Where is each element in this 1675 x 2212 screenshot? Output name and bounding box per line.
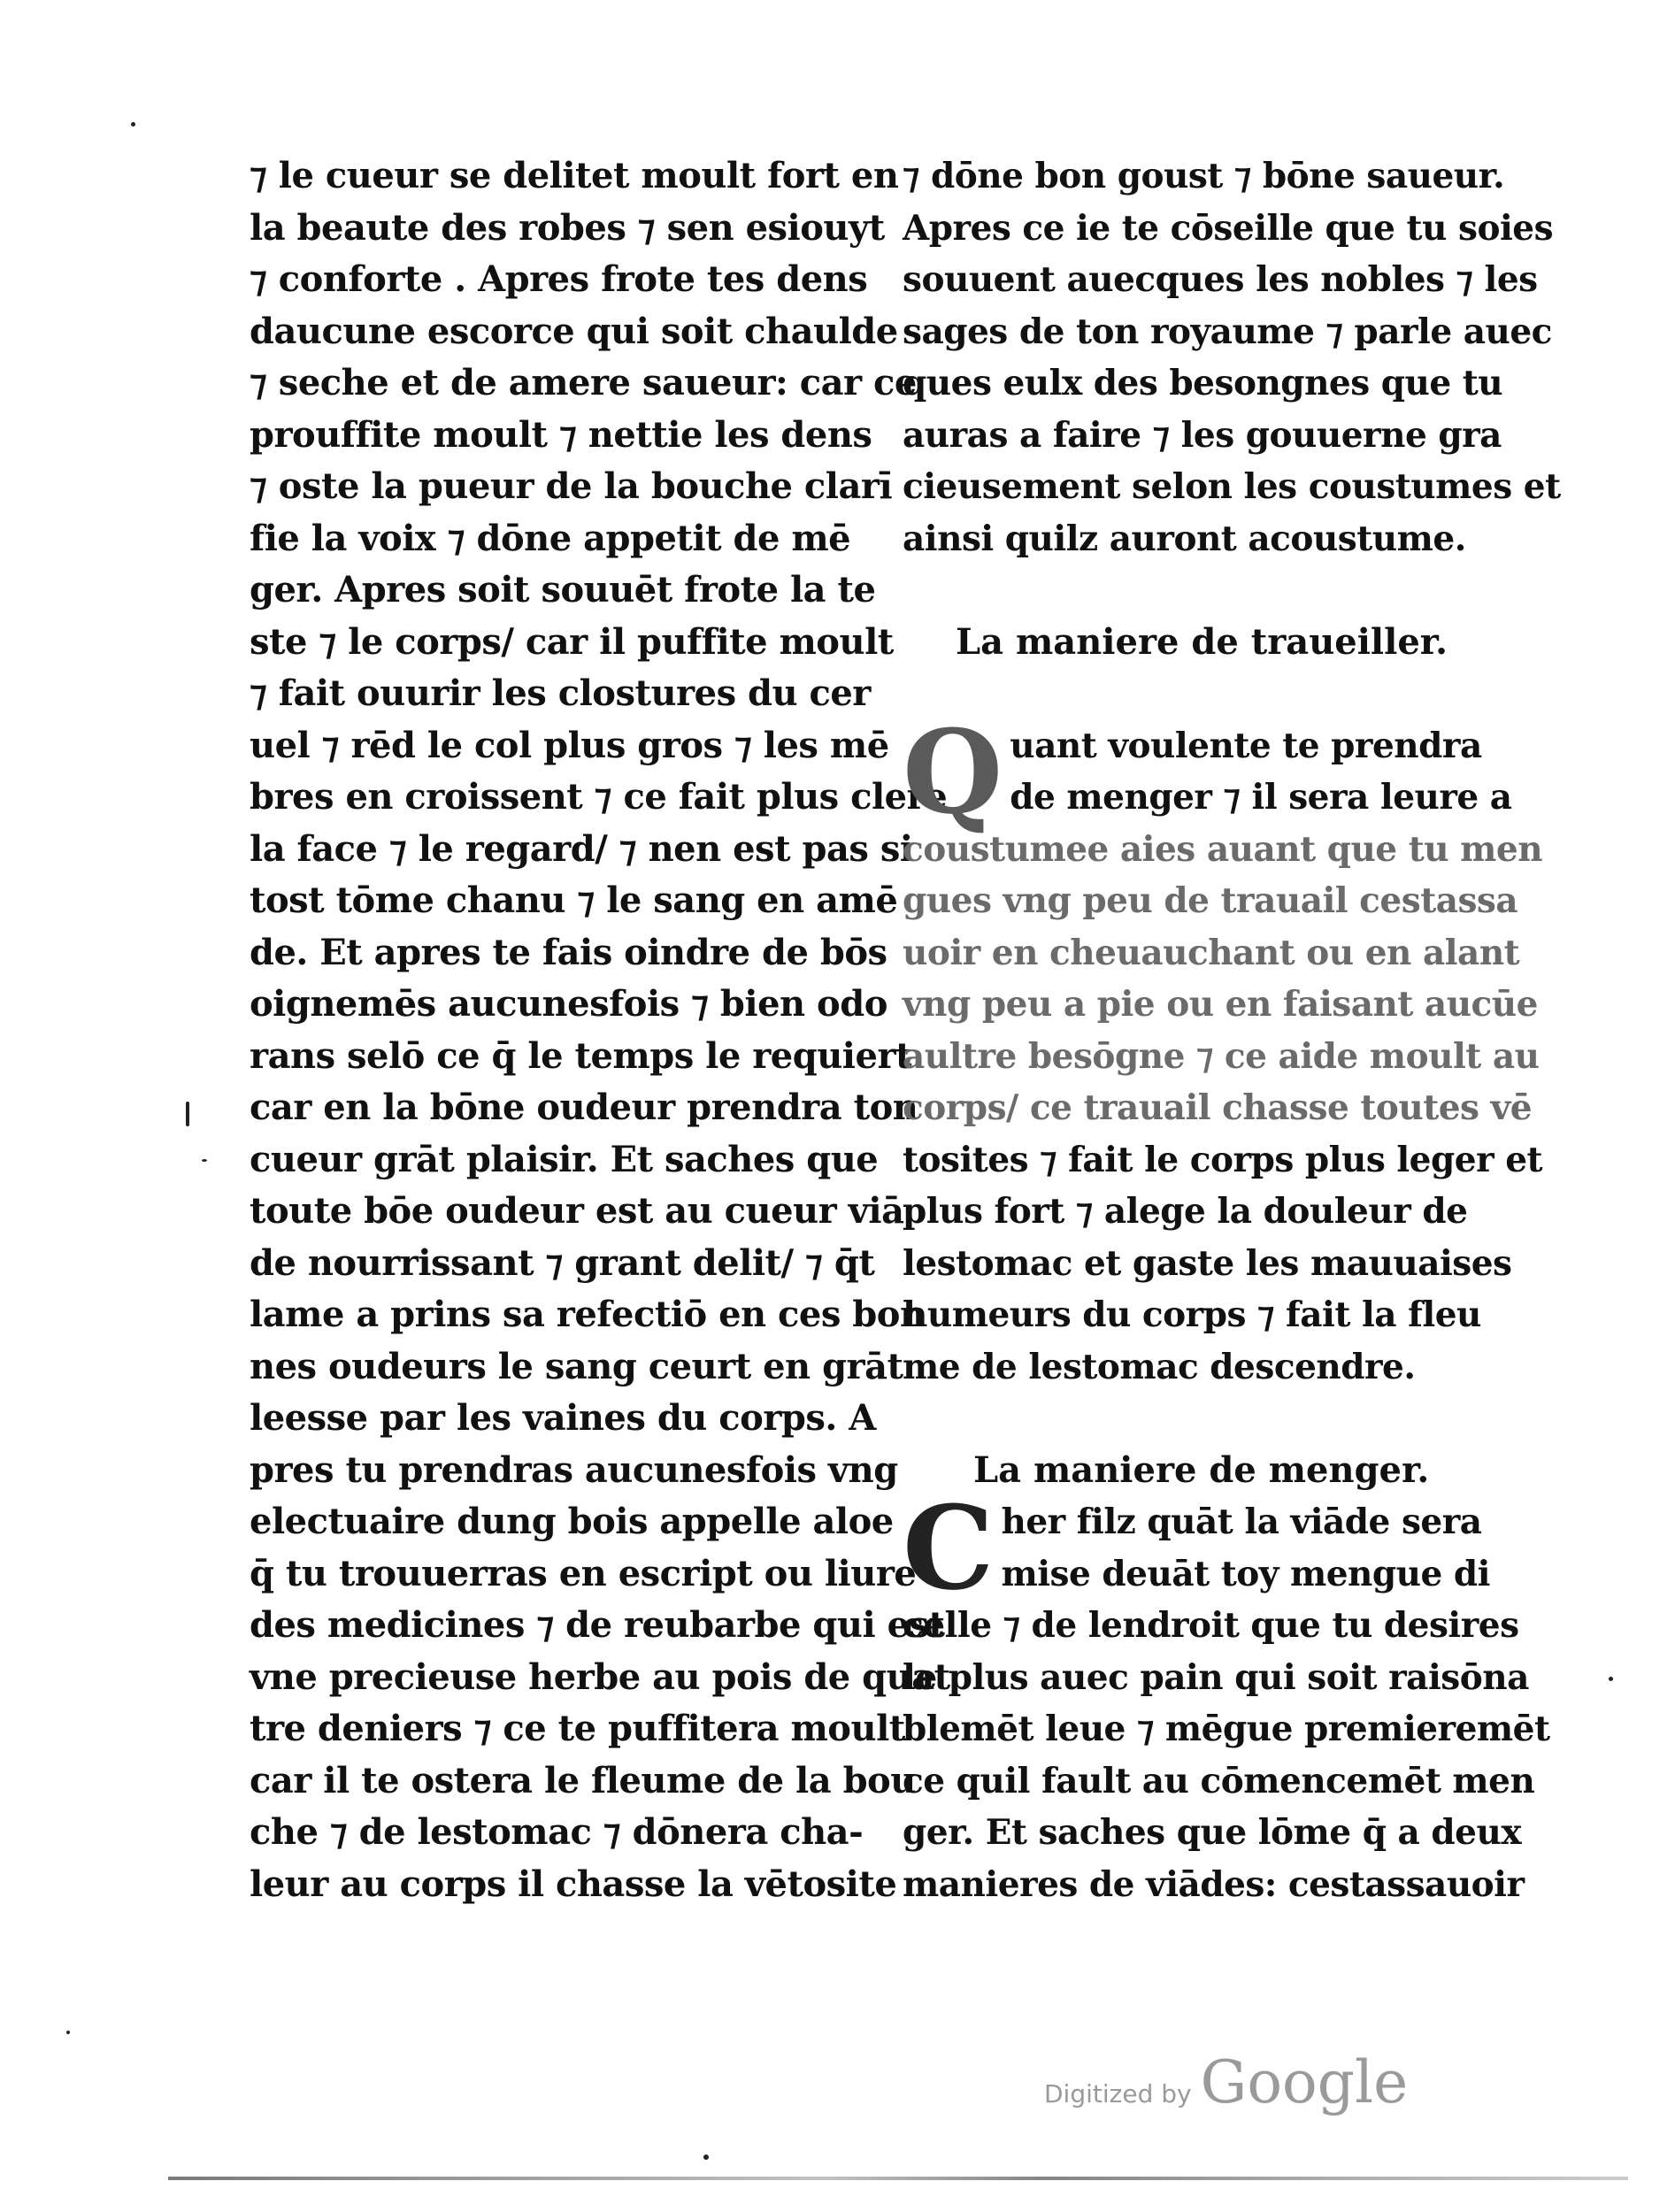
- ink-speck: [186, 1102, 189, 1126]
- text-line: ger. Apres soit souuēt frote la te: [250, 569, 876, 611]
- section-menger: [903, 1480, 1504, 1616]
- text-line: plus fort ⁊ alege la douleur de: [903, 1191, 1468, 1232]
- text-line: leur au corps il chasse la vētosite: [250, 1863, 897, 1905]
- text-line: vng peu a pie ou en faisant aucūe: [903, 984, 1538, 1025]
- text-line: la beaute des robes ⁊ sen esiouyt: [250, 206, 885, 249]
- text-line: cieusement selon les coustumes et: [903, 466, 1561, 507]
- text-line: Apres ce ie te cōseille que tu soies: [903, 207, 1554, 249]
- text-line: cueur grāt plaisir. Et saches que: [250, 1138, 879, 1180]
- ink-speck: [1609, 1677, 1613, 1681]
- right-intro-block: [903, 150, 1561, 565]
- text-line: uoir en cheuauchant ou en alant: [903, 932, 1520, 973]
- text-line: ce quil fault au cōmencemēt men: [903, 1760, 1535, 1801]
- text-line: tost tōme chanu ⁊ le sang en amē: [250, 879, 898, 921]
- text-line: tosites ⁊ fait le corps plus leger et: [903, 1139, 1543, 1180]
- text-line: la face ⁊ le regard/ ⁊ nen est pas si: [250, 827, 913, 870]
- section-heading-menger: La maniere de menger.: [973, 1448, 1430, 1491]
- section-heading-traueiller: La maniere de traueiller.: [956, 620, 1448, 663]
- drop-capital: Q: [903, 703, 1003, 840]
- text-line: me de lestomac descendre.: [903, 1346, 1416, 1387]
- text-line: sages de ton royaume ⁊ parle auec: [903, 311, 1552, 352]
- text-line: her filz quāt la viāde sera: [1001, 1502, 1482, 1542]
- text-line: lame a prins sa refectiō en ces bon: [250, 1294, 926, 1335]
- text-line: uel ⁊ rēd le col plus gros ⁊ les mē: [250, 724, 889, 766]
- text-line: car en la bōne oudeur prendra ton: [250, 1087, 918, 1128]
- text-line: rans selō ce q̄ le temps le requiert: [250, 1034, 911, 1077]
- right-text-column: [903, 150, 1561, 1910]
- text-line: de menger ⁊ il sera leure a: [1010, 777, 1512, 818]
- text-line: auras a faire ⁊ les gouuerne gra: [903, 414, 1502, 456]
- text-line: blemēt leue ⁊ mēgue premieremēt: [903, 1709, 1550, 1749]
- text-line: che ⁊ de lestomac ⁊ dōnera cha-: [250, 1811, 864, 1853]
- section-traueiller: [903, 703, 1512, 840]
- spacer: [903, 1393, 1504, 1445]
- text-line: coustumee aies auant que tu men: [903, 828, 1543, 870]
- text-line: celle ⁊ de lendroit que tu desires: [903, 1605, 1519, 1646]
- text-line: le plus auec pain qui soit raisōna: [903, 1656, 1529, 1698]
- spacer: [903, 565, 1504, 617]
- text-line: ainsi quilz auront acoustume.: [903, 518, 1466, 559]
- text-line: fie la voix ⁊ dōne appetit de mē: [250, 517, 851, 559]
- text-line: car il te ostera le fleume de la bou: [250, 1759, 916, 1801]
- text-line: bres en croissent ⁊ ce fait plus clere: [250, 776, 948, 818]
- text-line: corps/ ce trauail chasse toutes vē: [903, 1087, 1533, 1128]
- text-line: de nourrissant ⁊ grant delit/ ⁊ q̄t: [250, 1241, 875, 1284]
- text-line: ques eulx des besongnes que tu: [903, 363, 1503, 403]
- text-line: ste ⁊ le corps/ car il puffite moult: [250, 620, 894, 663]
- text-line: q̄ tu trouuerras en escript ou liure: [250, 1552, 917, 1594]
- text-line: ⁊ le cueur se delitet moult fort en: [250, 155, 899, 196]
- text-line: des medicines ⁊ de reubarbe qui est: [250, 1604, 945, 1646]
- text-line: ⁊ dōne bon goust ⁊ bōne saueur.: [903, 156, 1505, 196]
- left-text-column: [250, 150, 950, 1910]
- page-edge-rule: [168, 2177, 1628, 2180]
- drop-capital: C: [903, 1480, 995, 1616]
- text-line: pres tu prendras aucunesfois vng: [250, 1448, 898, 1491]
- text-line: tre deniers ⁊ ce te puffitera moult: [250, 1708, 905, 1749]
- text-line: ⁊ conforte . Apres frote tes dens: [250, 258, 868, 300]
- text-line: mise deuāt toy mengue di: [1001, 1553, 1490, 1594]
- text-line: de. Et apres te fais oindre de bōs: [250, 931, 887, 973]
- text-line: humeurs du corps ⁊ fait la fleu: [903, 1294, 1481, 1335]
- text-line: ⁊ fait ouurir les clostures du cer: [250, 672, 871, 714]
- text-line: oignemēs aucunesfois ⁊ bien odo: [250, 983, 887, 1025]
- text-line: ⁊ oste la pueur de la bouche clarī: [250, 465, 893, 507]
- text-line: gues vng peu de trauail cestassa: [903, 880, 1518, 921]
- text-line: daucune escorce qui soit chaulde: [250, 310, 898, 352]
- text-line: lestomac et gaste les mauuaises: [903, 1242, 1512, 1284]
- text-line: manieres de viādes: cestassauoir: [903, 1863, 1525, 1905]
- watermark-google-logo: Google: [1200, 2048, 1409, 2116]
- text-line: electuaire dung bois appelle aloe: [250, 1501, 894, 1542]
- text-line: souuent auecques les nobles ⁊ les: [903, 259, 1538, 300]
- ink-speck: [703, 2154, 709, 2160]
- text-line: ger. Et saches que lōme q̄ a deux: [903, 1812, 1522, 1853]
- ink-speck: [131, 122, 135, 127]
- text-line: leesse par les vaines du corps. A: [250, 1397, 876, 1439]
- text-line: aultre besōgne ⁊ ce aide moult au: [903, 1035, 1540, 1077]
- ink-speck: [202, 1159, 207, 1162]
- text-line: prouffite moult ⁊ nettie les dens: [250, 413, 872, 456]
- digitized-by-google-watermark: [1044, 2048, 1408, 2119]
- text-line: vne precieuse herbe au pois de quat: [250, 1655, 950, 1698]
- text-line: uant voulente te prendra: [1010, 725, 1482, 766]
- text-line: toute bōe oudeur est au cueur viā: [250, 1190, 904, 1232]
- ink-speck: [66, 2031, 70, 2034]
- text-line: ⁊ seche et de amere saueur: car ce: [250, 362, 917, 403]
- text-line: nes oudeurs le sang ceurt en grāt: [250, 1345, 903, 1387]
- watermark-digitized-by: Digitized by: [1044, 2079, 1192, 2108]
